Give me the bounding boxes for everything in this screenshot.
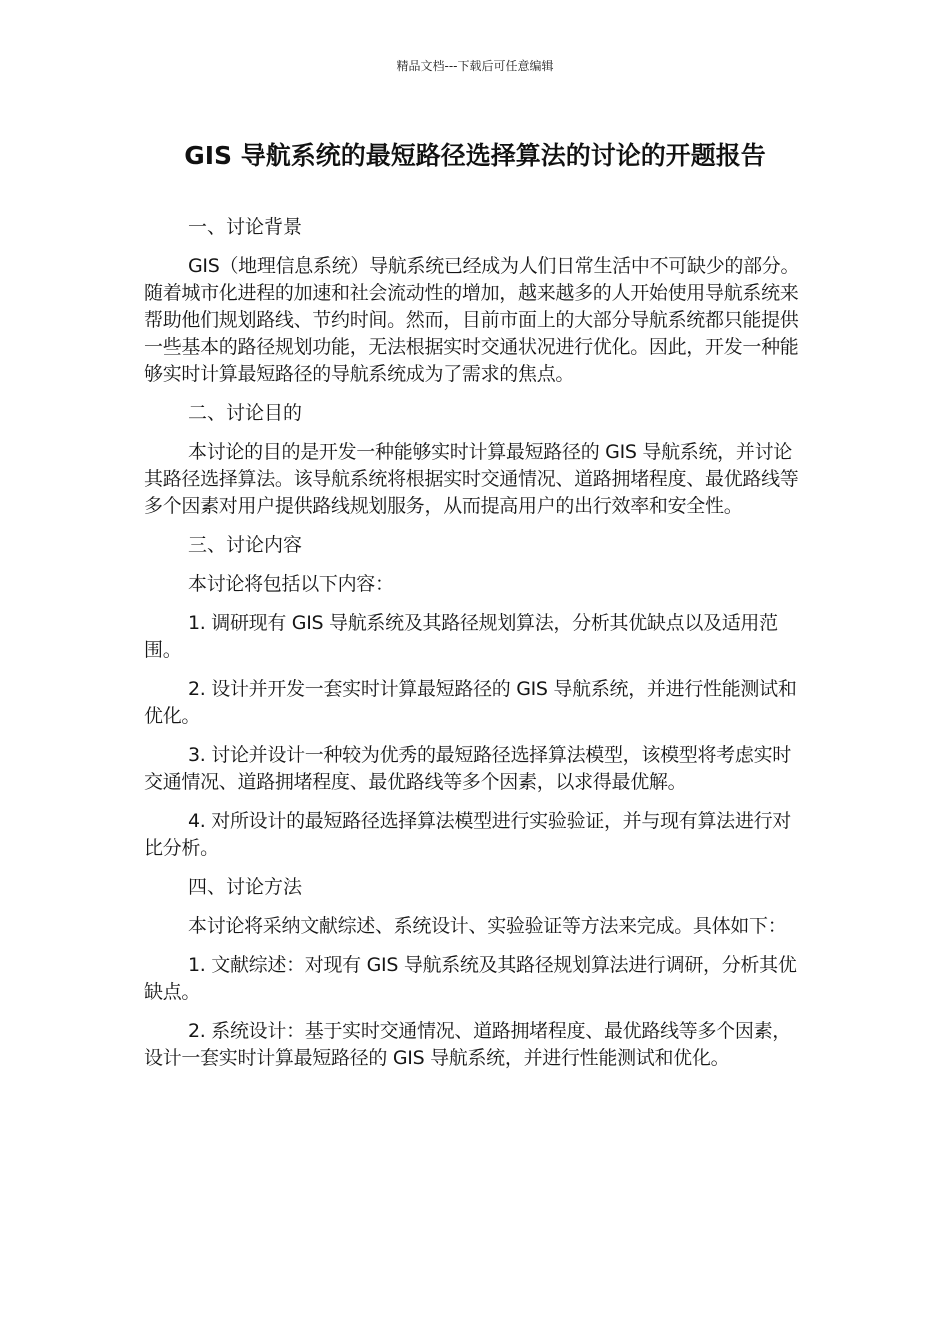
method-item-2: 2. 系统设计：基于实时交通情况、道路拥堵程度、最优路线等多个因素，设计一套实时计算最短路径的 GIS 导航系统，并进行性能测试和优化。 <box>144 1020 791 1069</box>
section-heading-purpose: 二、讨论目的 <box>188 402 303 424</box>
document-body <box>144 214 806 1084</box>
paragraph-content-intro: 本讨论将包括以下内容： <box>188 573 394 595</box>
section-heading-background: 一、讨论背景 <box>188 216 303 238</box>
section-heading-content: 三、讨论内容 <box>188 534 303 556</box>
section-heading-method: 四、讨论方法 <box>188 876 303 898</box>
paragraph-method-intro: 本讨论将采纳文献综述、系统设计、实验验证等方法来完成。具体如下： <box>188 915 787 937</box>
paragraph-background: GIS（地理信息系统）导航系统已经成为人们日常生活中不可缺少的部分。随着城市化进程的加速和社会流动性的增加，越来越多的人开始使用导航系统来帮助他们规划路线、节约时间。然而，目前市面上的大部分导航系统都只能提供一些基本的路径规划功能，无法根据实时交通状况进行优化。因此，开发一种能够实时计算最短路径的导航系统成为了需求的焦点。 <box>144 255 800 385</box>
paragraph-purpose: 本讨论的目的是开发一种能够实时计算最短路径的 GIS 导航系统，并讨论其路径选择算法。该导航系统将根据实时交通情况、道路拥堵程度、最优路线等多个因素对用户提供路线规划服务，从而提高用户的出行效率和安全性。 <box>144 441 799 517</box>
content-item-3: 3. 讨论并设计一种较为优秀的最短路径选择算法模型，该模型将考虑实时交通情况、道路拥堵程度、最优路线等多个因素，以求得最优解。 <box>144 744 791 793</box>
content-item-4: 4. 对所设计的最短路径选择算法模型进行实验验证，并与现有算法进行对比分析。 <box>144 810 791 859</box>
document-title: GIS 导航系统的最短路径选择算法的讨论的开题报告 <box>184 141 766 170</box>
content-item-2: 2. 设计并开发一套实时计算最短路径的 GIS 导航系统，并进行性能测试和优化。 <box>144 678 797 727</box>
method-item-1: 1. 文献综述：对现有 GIS 导航系统及其路径规划算法进行调研，分析其优缺点。 <box>144 954 797 1003</box>
header-note: 精品文档---下载后可任意编辑 <box>396 59 554 73</box>
content-item-1: 1. 调研现有 GIS 导航系统及其路径规划算法，分析其优缺点以及适用范围。 <box>144 612 778 661</box>
